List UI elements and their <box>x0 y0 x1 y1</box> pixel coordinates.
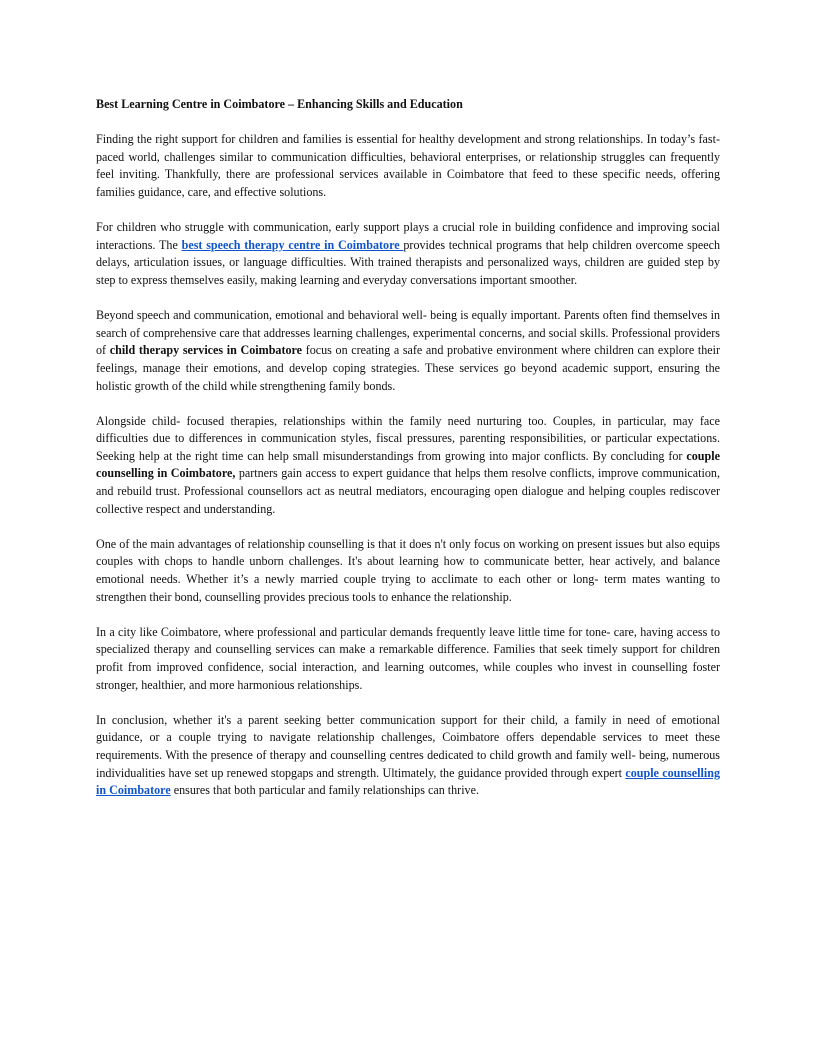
bold-child-therapy: child therapy services in Coimbatore <box>109 343 303 358</box>
paragraph-advantages: One of the main advantages of relationship counselling is that it does n't only focus on working on present issues but also equips couples with chops to handle unborn challenges. It's about learning how to communicate better, hear actively, and balance emotional needs. Whether it’s a newly married couple trying to acclimate to each other or long- term mates wanting to strengthen their bond, counselling provides precious tools to enhance the relationship. <box>96 536 720 604</box>
document-page <box>96 96 720 817</box>
document-title: Best Learning Centre in Coimbatore – Enhancing Skills and Education <box>96 97 463 111</box>
paragraph-intro: Finding the right support for children and families is essential for healthy development and strong relationships. In today’s fast- paced world, challenges similar to communication difficulties, behavioral enterprises, or relationship struggles can frequently feel inviting. Thankfully, there are professional services available in Coimbatore that feed to these specific needs, offering families guidance, care, and effective solutions. <box>96 132 720 199</box>
paragraph-text: ensures that both particular and family relationships can thrive. <box>170 783 479 798</box>
paragraph-speech-therapy <box>96 219 720 289</box>
paragraph-text: For children who struggle with communication, early support plays a crucial role in building confidence and improving social interactions. The <box>96 220 720 252</box>
paragraph-text: Alongside child- focused therapies, relationships within the family need nurturing too. Couples, in particular, may face difficulties due to differences in communication styles, fiscal pressures, parenting responsibilities, or particular expectations. Seeking help at the right time can help small misunderstandings from growing into major conflicts. By concluding for <box>96 413 720 463</box>
paragraph-text: Beyond speech and communication, emotional and behavioral well- being is equally important. Parents often find themselves in search of comprehensive care that addresses learning challenges, experimental concerns, and social skills. Professional providers of <box>96 308 720 358</box>
paragraph-child-therapy <box>96 307 720 395</box>
paragraph-text: provides technical programs that help children overcome speech delays, articulation issues, or language difficulties. With trained therapists and personalized ways, children are guided step by step to express themselves easily, making learning and everyday conversations important smoother. <box>96 237 720 287</box>
paragraph-conclusion <box>96 712 720 800</box>
paragraph-text: In conclusion, whether it's a parent seeking better communication support for their child, a family in need of emotional guidance, or a couple trying to navigate relationship challenges, Coimbatore offers dependable services to meet these requirements. With the presence of therapy and counselling centres dedicated to child growth and family well- being, numerous individualities have set up renewed stopgaps and strength. Ultimately, the guidance provided through expert <box>96 712 720 780</box>
paragraph-city: In a city like Coimbatore, where professional and particular demands frequently leave little time for tone- care, having access to specialized therapy and counselling services can make a remarkable difference. Families that seek timely support for children profit from improved confidence, social interaction, and learning outcomes, while couples who invest in counselling foster stronger, healthier, and more harmonious relationships. <box>96 624 720 692</box>
paragraph-text: focus on creating a safe and probative environment where children can explore their feelings, manage their emotions, and develop coping strategies. These services go beyond academic support, ensuring the holistic growth of the child while strengthening family bonds. <box>96 343 720 393</box>
couple-counselling-link[interactable]: couple counselling in Coimbatore <box>96 765 720 798</box>
bold-couple-counselling: couple counselling in Coimbatore, <box>96 448 720 481</box>
paragraph-couple-counselling <box>96 413 720 519</box>
speech-therapy-link[interactable]: best speech therapy centre in Coimbatore <box>181 237 404 252</box>
paragraph-text: partners gain access to expert guidance that helps them resolve conflicts, improve communication, and rebuild trust. Professional counsellors act as neutral mediators, encouraging open dialogue and helping couples rediscover collective respect and understanding. <box>96 466 721 516</box>
